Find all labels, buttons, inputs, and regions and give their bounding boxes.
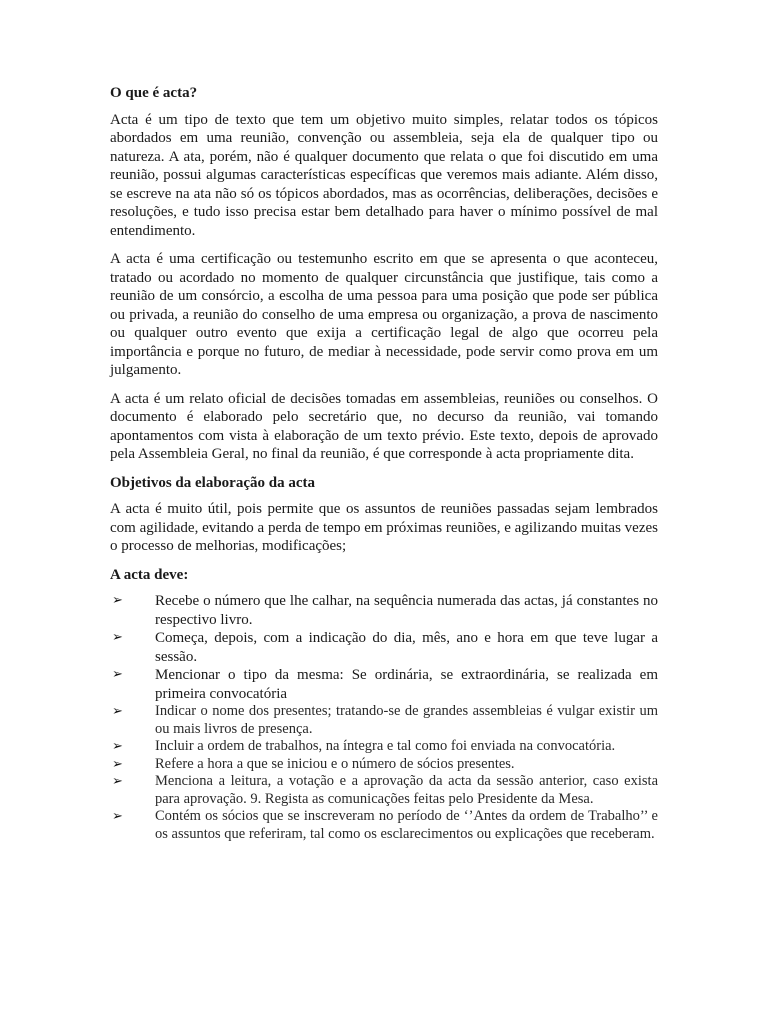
paragraph: A acta é um relato oficial de decisões tomadas em assembleias, reuniões ou conselhos. O documento é elaborado pelo secretário que, no decurso da reunião, vai tomando apontamentos com vista à elaboração de um texto prévio. Este texto, depois de aprovado pela Assembleia Geral, no final da reunião, é que corresponde à acta propriamente dita. xyxy=(110,390,658,462)
list-item xyxy=(110,756,658,774)
paragraph: Acta é um tipo de texto que tem um objetivo muito simples, relatar todos os tópicos abordados em uma reunião, convenção ou assembleia, seja ela de qualquer tipo ou natureza. A ata, porém, não é qualquer documento que relata o que foi discutido em uma reunião, possui algumas características específicas que veremos mais adiante. Além disso, se escreve na ata não só os tópicos abordados, mas as ocorrências, deliberações, decisões e resoluções, e tudo isso precisa estar bem detalhado para haver o mínimo possível de mal entendimento. xyxy=(110,111,658,239)
list-item xyxy=(110,808,658,843)
list-item-text: Incluir a ordem de trabalhos, na íntegra e tal como foi enviada na convocatória. xyxy=(155,738,616,754)
list-item-text: Menciona a leitura, a votação e a aprovação da acta da sessão anterior, caso exista para aprovação. 9. Regista as comunicações feitas pelo Presidente da Mesa. xyxy=(155,773,658,807)
paragraph: A acta é muito útil, pois permite que os assuntos de reuniões passadas sejam lembrados com agilidade, evitando a perda de tempo em próximas reuniões, e agilizando muitas vezes o processo de melhorias, modificações; xyxy=(110,501,658,554)
list-item-text: Contém os sócios que se inscreveram no período de ‘’Antes da ordem de Trabalho’’ e os assuntos que referiram, tal como os esclarecimentos ou explicações que receberam. xyxy=(155,808,658,842)
arrow-bullet-icon: ➢ xyxy=(112,593,123,608)
list-item-text: Mencionar o tipo da mesma: Se ordinária, se extraordinária, se realizada em primeira convocatória xyxy=(155,667,658,702)
list-item xyxy=(110,738,658,756)
list-item xyxy=(110,773,658,808)
arrow-bullet-icon: ➢ xyxy=(112,667,123,682)
section-heading-acta-deve: A acta deve: xyxy=(110,566,189,583)
section-heading-objectives: Objetivos da elaboração da acta xyxy=(110,474,315,491)
bullet-list-secondary xyxy=(110,703,658,843)
list-item xyxy=(110,629,658,666)
list-item xyxy=(110,703,658,738)
list-item-text: Refere a hora a que se iniciou e o número de sócios presentes. xyxy=(155,755,515,772)
bullet-list-primary xyxy=(110,592,658,703)
arrow-bullet-icon: ➢ xyxy=(112,704,123,719)
arrow-bullet-icon: ➢ xyxy=(112,774,123,789)
arrow-bullet-icon: ➢ xyxy=(112,630,123,645)
list-item-text: Recebe o número que lhe calhar, na sequência numerada das actas, já constantes no respectivo livro. xyxy=(155,593,658,628)
arrow-bullet-icon: ➢ xyxy=(112,739,123,754)
list-item-text: Começa, depois, com a indicação do dia, mês, ano e hora em que teve lugar a sessão. xyxy=(155,630,658,665)
arrow-bullet-icon: ➢ xyxy=(112,756,123,772)
list-item xyxy=(110,592,658,629)
list-item-text: Indicar o nome dos presentes; tratando-se de grandes assembleias é vulgar existir um ou mais livros de presença. xyxy=(155,703,658,737)
document-body xyxy=(110,84,658,843)
paragraph: A acta é uma certificação ou testemunho escrito em que se apresenta o que aconteceu, tratado ou acordado no momento de qualquer circunstância que justifique, tais como a reunião de um consórcio, a escolha de uma pessoa para uma posição que pode ser pública ou privada, a reunião do conselho de uma empresa ou organização, a prova de nascimento ou qualquer outro evento que exija a certificação legal de algo que ocorreu pela importância e porque no futuro, de mediar à necessidade, pode servir como prova em um julgamento. xyxy=(110,251,658,378)
arrow-bullet-icon: ➢ xyxy=(112,809,123,824)
list-item xyxy=(110,666,658,703)
section-heading-what-is-acta: O que é acta? xyxy=(110,85,198,101)
